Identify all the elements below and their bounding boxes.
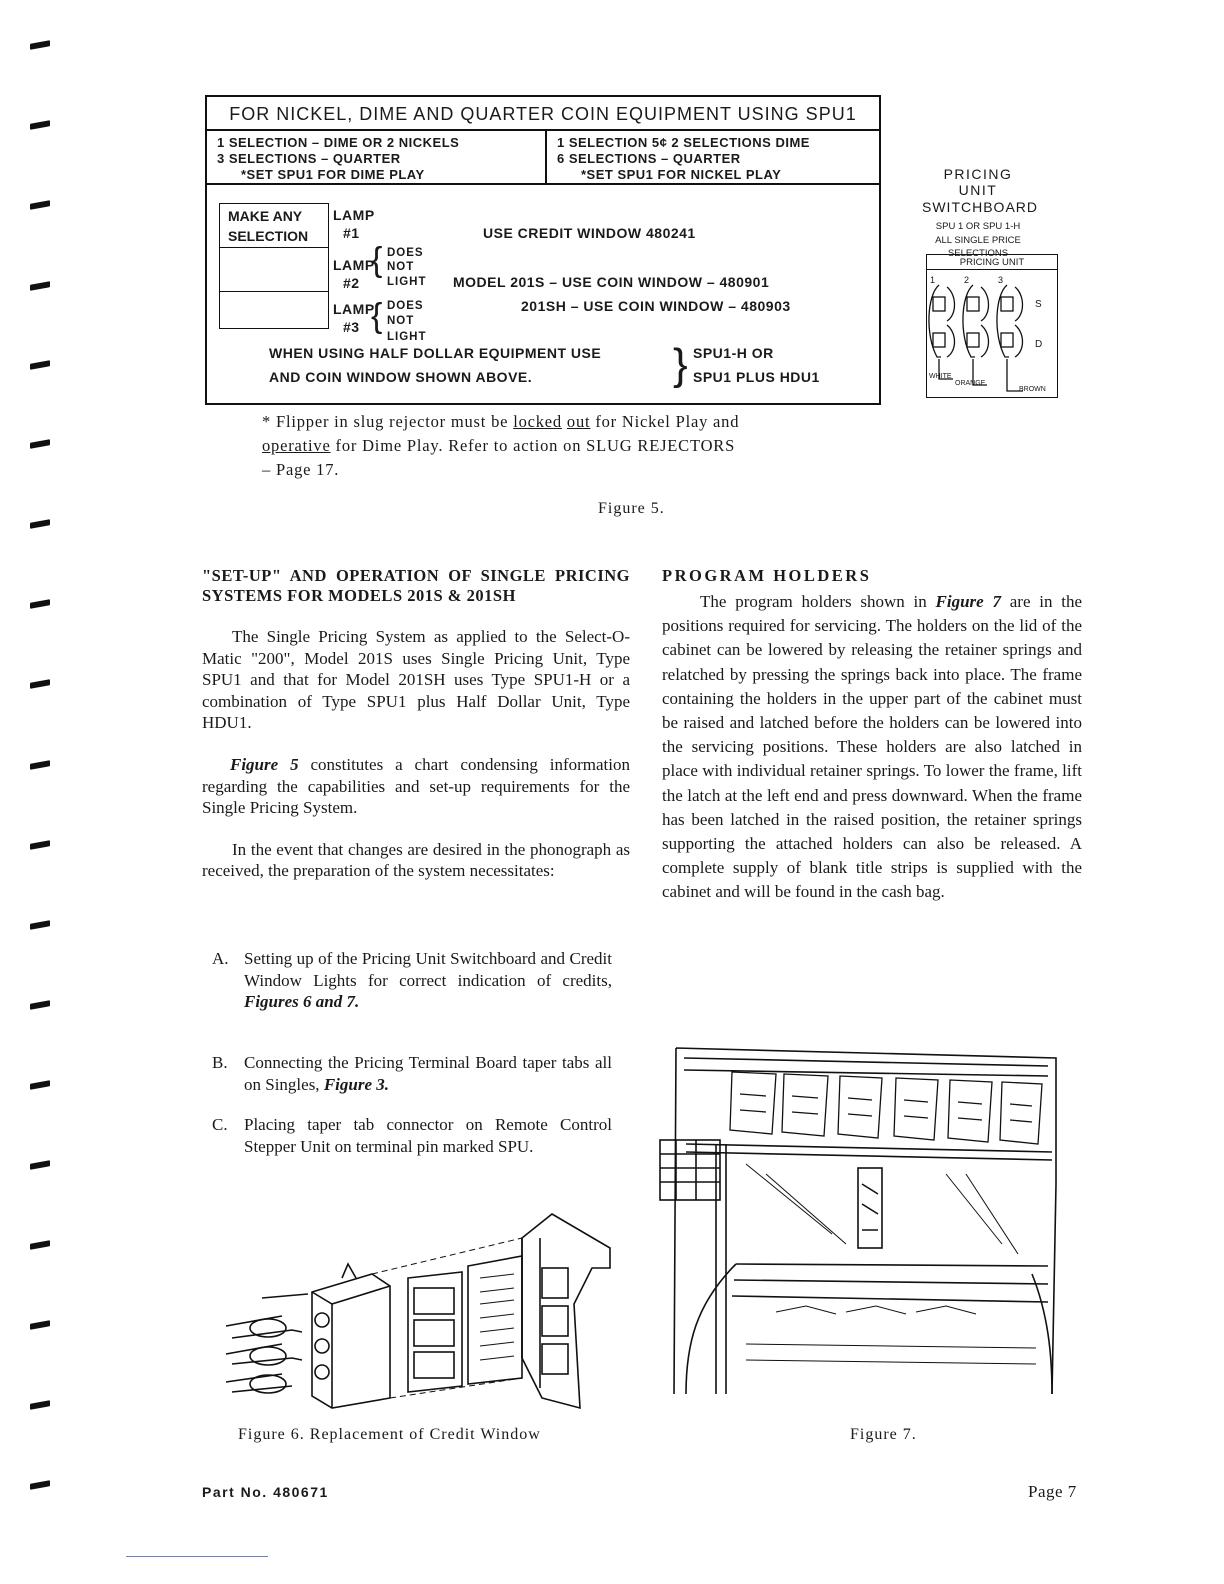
- light-label: LIGHT: [387, 276, 427, 288]
- half-dollar-line1: WHEN USING HALF DOLLAR EQUIPMENT USE: [269, 345, 602, 361]
- switch-d-label: D: [1035, 339, 1043, 350]
- figure7-illustration: [656, 1044, 1064, 1396]
- paragraph: The Single Pricing System as applied to the Select-O-Matic "200", Model 201S uses Single Pricing Unit, Type SPU1 and that for Model 201SH uses Type SPU1-H or a combination of Type SPU1 plus Half Dollar Unit, Type HDU1.: [202, 627, 630, 733]
- program-holders: [730, 1072, 1042, 1144]
- lamp-bulb: [250, 1347, 286, 1365]
- figure5-footnote: [262, 410, 837, 482]
- lamp-socket: [315, 1313, 329, 1327]
- wire-label: WHITE: [929, 373, 952, 380]
- figure-ref: Figure 7: [935, 592, 1001, 611]
- paragraph-text: are in the positions required for servicing. The holders on the lid of the cabinet can be lowered by releasing the retainer springs and relatched by pressing the springs back into place. The frame containing the holders in the upper part of the cabinet must be raised and latched before the holders can be lowered into the servicing positions. These holders are also latched in place with individual retainer springs. To lower the frame, lift the latch at the left end and press downward. When the frame has been latched in the raised position, the retainer springs supporting the attached holders can also be released. A complete supply of blank title strips is supplied with the cabinet and will be found in the cash bag.: [662, 592, 1083, 902]
- list-text: [244, 1052, 612, 1095]
- switchboard-label: [922, 166, 1038, 260]
- switch-lever: [1015, 287, 1023, 321]
- lamp2-cell: [220, 248, 328, 292]
- latch-assembly: [660, 1140, 720, 1200]
- cabinet-lower: [732, 1264, 1048, 1302]
- lamp3-label: LAMP: [333, 301, 375, 317]
- lamp2-number: #2: [343, 275, 360, 291]
- switchboard-title: PRICING UNIT: [943, 166, 1013, 198]
- switch-contact: [933, 333, 945, 347]
- part-number: Part No. 480671: [202, 1484, 329, 1500]
- nickel-play-option: [547, 131, 879, 185]
- make-any-selection-cell: [220, 204, 328, 248]
- list-text-part: Connecting the Pricing Terminal Board taper tabs all on Singles,: [244, 1053, 612, 1094]
- switch-contact: [967, 333, 979, 347]
- frame-opening: [414, 1288, 454, 1314]
- selection-label: SELECTION: [228, 228, 309, 244]
- frame-opening: [414, 1320, 454, 1346]
- program-holder: [838, 1076, 882, 1138]
- lamp3-cell: [220, 292, 328, 330]
- left-column: [202, 566, 630, 882]
- list-text: [244, 948, 612, 1013]
- spu-option1: SPU1-H OR: [693, 345, 774, 361]
- figure6-illustration: [222, 1208, 632, 1418]
- figure6-caption: Figure 6. Replacement of Credit Window: [238, 1426, 541, 1443]
- list-text-part: Setting up of the Pricing Unit Switchboard and Credit Window Lights for correct indication of credits,: [244, 949, 612, 990]
- chart-title: FOR NICKEL, DIME AND QUARTER COIN EQUIPMENT USING SPU1: [207, 97, 879, 131]
- program-holder: [730, 1072, 776, 1134]
- cabinet-door: [522, 1214, 610, 1408]
- option-line: 6 SELECTIONS – QUARTER: [557, 151, 741, 166]
- program-holder: [948, 1080, 992, 1142]
- footnote-text: – Page 17.: [262, 460, 340, 479]
- lamp-box: [312, 1274, 390, 1408]
- program-holder: [782, 1074, 828, 1136]
- switch-number: 2: [964, 275, 970, 285]
- switchboard-box-label: PRICING UNIT: [959, 257, 1025, 268]
- brace-glyph: {: [371, 297, 383, 335]
- not-label: NOT: [387, 261, 415, 273]
- half-dollar-line2: AND COIN WINDOW SHOWN ABOVE.: [269, 369, 533, 385]
- footnote-emphasis: out: [566, 412, 591, 431]
- lamp2-label: LAMP: [333, 257, 375, 273]
- spu-option2: SPU1 PLUS HDU1: [693, 369, 820, 385]
- list-label: A.: [212, 949, 229, 968]
- wire-label: BROWN: [1019, 386, 1046, 393]
- option-setting: *SET SPU1 FOR NICKEL PLAY: [581, 167, 782, 182]
- switchboard-diagram: [926, 254, 1058, 398]
- wire-label: ORANGE: [955, 380, 986, 387]
- model-201s-note: MODEL 201S – USE COIN WINDOW – 480901: [453, 274, 770, 290]
- lamp-bulb: [250, 1319, 286, 1337]
- lamp-box: [219, 203, 329, 329]
- lamp1-label: LAMP: [333, 207, 375, 223]
- switch-lever: [981, 287, 989, 321]
- switch-contact: [933, 297, 945, 311]
- section-heading: PROGRAM HOLDERS: [662, 566, 872, 585]
- figure-ref: Figure 5: [230, 754, 299, 774]
- latch-assembly: [660, 1140, 720, 1200]
- switch-lever: [1015, 325, 1023, 357]
- make-any-label: MAKE ANY: [228, 208, 303, 224]
- right-column: [662, 566, 1082, 905]
- title-strip-rows: [776, 1306, 976, 1314]
- lamp-box: [312, 1286, 390, 1408]
- switch-number: 1: [930, 275, 936, 285]
- figure5-chart: [205, 95, 881, 405]
- window-slot: [542, 1268, 568, 1298]
- switch-lever: [947, 325, 955, 357]
- footnote-text: for Nickel Play and: [595, 412, 740, 431]
- coin-window: [858, 1168, 882, 1248]
- paragraph-text: The program holders shown in: [700, 592, 936, 611]
- footnote-emphasis: operative: [262, 436, 331, 455]
- holder-frame: [686, 1144, 1052, 1160]
- lamp3-number: #3: [343, 319, 360, 335]
- panel-text-lines: [480, 1274, 514, 1360]
- switch-s-label: S: [1035, 299, 1042, 310]
- brace-glyph: {: [371, 241, 383, 279]
- list-label: B.: [212, 1053, 228, 1072]
- mounting-screw: [262, 1264, 356, 1298]
- switch-lever: [963, 285, 975, 357]
- option-line: 1 SELECTION 5¢ 2 SELECTIONS DIME: [557, 135, 810, 150]
- switch-lever: [981, 325, 989, 357]
- option-line: 1 SELECTION – DIME OR 2 NICKELS: [217, 135, 460, 150]
- credit-window-note: USE CREDIT WINDOW 480241: [483, 225, 696, 241]
- switch-contact: [1001, 297, 1013, 311]
- figure-ref: Figures 6 and 7.: [244, 992, 360, 1012]
- switchboard-subtitle: SPU 1 OR SPU 1-H: [935, 221, 1021, 232]
- alignment-guide: [372, 1238, 522, 1398]
- page-number: Page 7: [1028, 1482, 1077, 1501]
- dime-play-option: [207, 131, 547, 185]
- list-item: [212, 948, 612, 1038]
- list-text: Placing taper tab connector on Remote Control Stepper Unit on terminal pin marked SPU.: [244, 1115, 612, 1156]
- bottom-rule: [126, 1556, 268, 1557]
- program-holder: [1000, 1082, 1042, 1144]
- cabinet-outline: [684, 1058, 1048, 1076]
- model-201sh-note: 201SH – USE COIN WINDOW – 480903: [521, 298, 791, 314]
- footnote-text: for Dime Play. Refer to action on SLUG REJECTORS: [335, 436, 736, 455]
- list-item: [212, 1052, 612, 1098]
- switch-contact: [967, 297, 979, 311]
- title-strip-rows: [746, 1344, 1036, 1364]
- figure5-caption: Figure 5.: [598, 500, 665, 517]
- frame-opening: [414, 1352, 454, 1378]
- cabinet-door: [522, 1238, 540, 1388]
- lamp-bulb: [250, 1375, 286, 1393]
- paragraph: In the event that changes are desired in the phonograph as received, the preparation of the system necessitates:: [202, 839, 630, 881]
- switch-contact: [1001, 333, 1013, 347]
- footnote-emphasis: locked: [513, 412, 562, 431]
- switch-lever: [929, 285, 941, 357]
- coin-window: [862, 1184, 878, 1230]
- list-label: C.: [212, 1115, 228, 1134]
- lamp-socket: [315, 1339, 329, 1353]
- option-line: 3 SELECTIONS – QUARTER: [217, 151, 401, 166]
- switchboard-title: SWITCHBOARD: [922, 199, 1038, 215]
- switch-number: 3: [998, 275, 1004, 285]
- switchboard-subtitle: SELECTIONS: [947, 248, 1009, 259]
- figure7-caption: Figure 7.: [850, 1426, 917, 1443]
- paragraph: [202, 754, 630, 819]
- does-label: DOES: [387, 247, 424, 259]
- paragraph: [662, 590, 1082, 905]
- switch-lever: [997, 285, 1009, 357]
- lamp-socket: [315, 1365, 329, 1379]
- footnote-text: * Flipper in slug rejector must be: [262, 412, 509, 431]
- switch-lever: [947, 287, 955, 321]
- window-slot: [542, 1306, 568, 1336]
- switchboard-subtitle: ALL SINGLE PRICE: [935, 235, 1021, 246]
- option-setting: *SET SPU1 FOR DIME PLAY: [241, 167, 425, 182]
- list-item: [212, 1114, 612, 1180]
- credit-window-panel: [468, 1256, 522, 1384]
- lamp1-number: #1: [343, 225, 360, 241]
- light-label: LIGHT: [387, 331, 427, 343]
- brace-glyph: }: [673, 340, 688, 389]
- does-label: DOES: [387, 300, 424, 312]
- paragraph-text: constitutes a chart condensing information regarding the capabilities and set-up requirements for the Single Pricing System.: [202, 754, 630, 818]
- program-holder: [894, 1078, 938, 1140]
- window-slot: [542, 1344, 568, 1374]
- not-label: NOT: [387, 315, 415, 327]
- section-heading: "SET-UP" AND OPERATION OF SINGLE PRICING SYSTEMS FOR MODELS 201S & 201SH: [202, 566, 630, 605]
- figure-ref: Figure 3.: [323, 1074, 389, 1094]
